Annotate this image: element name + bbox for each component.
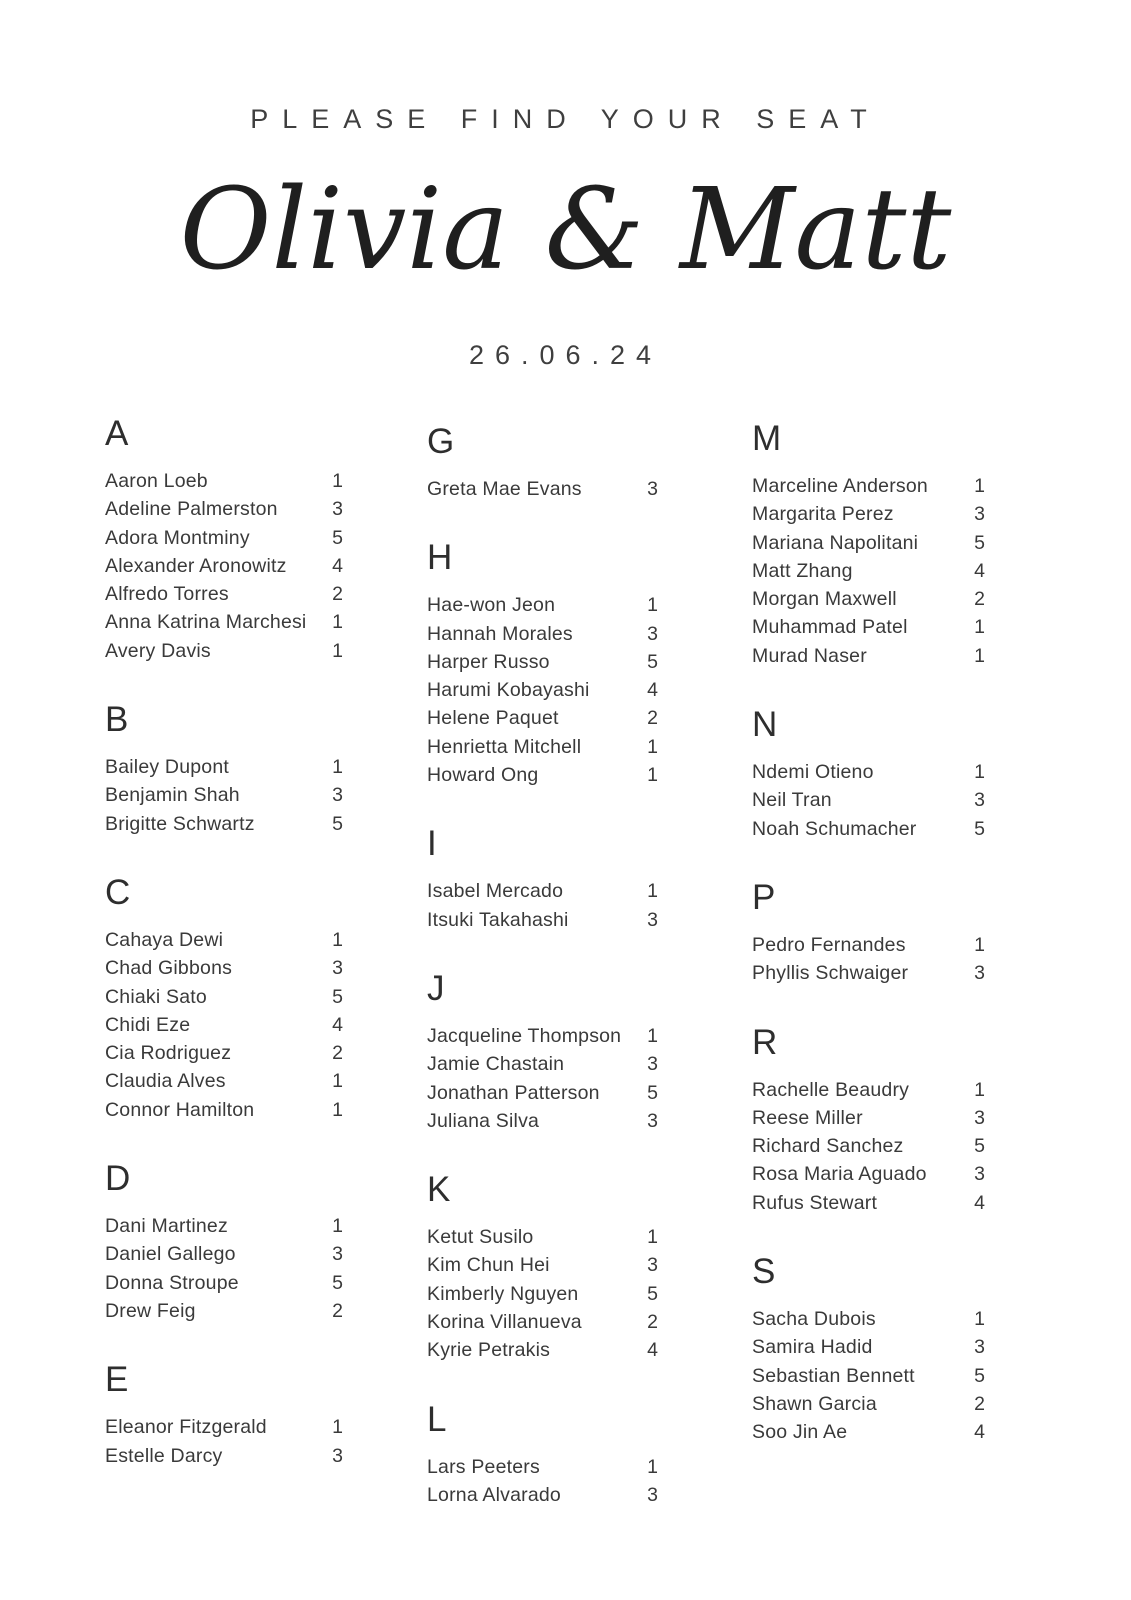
guest-row [105, 1442, 343, 1470]
guest-name: Greta Mae Evans [427, 478, 582, 500]
guest-row [752, 1390, 985, 1418]
section-letter: G [427, 422, 455, 461]
guest-name: Hannah Morales [427, 622, 573, 645]
section-letter: A [105, 414, 129, 453]
table-number: 5 [647, 1081, 658, 1104]
column-1 [427, 422, 658, 1544]
table-number: 1 [974, 644, 985, 667]
table-number: 2 [647, 1311, 658, 1334]
guest-name: Neil Tran [752, 789, 832, 812]
guest-row [105, 810, 343, 838]
guest-name: Benjamin Shah [105, 784, 240, 807]
table-number: 5 [647, 650, 658, 673]
guest-name: Rosa Maria Aguado [752, 1163, 927, 1186]
guest-row [752, 557, 985, 585]
section-letter: L [427, 1399, 447, 1439]
guest-row [105, 1067, 343, 1095]
guest-name: Helene Paquet [427, 707, 559, 730]
guest-name: Eleanor Fitzgerald [105, 1416, 267, 1439]
table-number: 1 [332, 928, 343, 951]
table-number: 1 [974, 1308, 985, 1331]
table-number: 2 [332, 1299, 343, 1322]
guest-name: Anna Katrina Marchesi [105, 611, 307, 634]
guest-name: Alexander Aronowitz [105, 554, 287, 577]
guest-row [105, 926, 343, 954]
table-number: 3 [332, 498, 343, 521]
table-number: 1 [332, 1416, 343, 1439]
guest-name: Jamie Chastain [427, 1053, 565, 1076]
section-i [427, 824, 658, 934]
guest-row [427, 1107, 658, 1135]
table-number: 5 [332, 1271, 343, 1294]
guest-row [427, 620, 658, 648]
section-m [752, 419, 985, 670]
table-number: 1 [974, 761, 985, 784]
table-number: 2 [974, 588, 985, 611]
table-number: 1 [332, 470, 343, 492]
guest-row [105, 1011, 343, 1039]
table-number: 4 [647, 1339, 658, 1362]
table-number: 3 [647, 908, 658, 931]
table-number: 3 [974, 1336, 985, 1359]
guest-row [752, 1189, 985, 1217]
guest-row [752, 758, 985, 786]
guest-name: Jacqueline Thompson [427, 1024, 622, 1047]
guest-row [105, 1413, 343, 1441]
wedding-date: 26.06.24 [468, 340, 663, 370]
table-number: 2 [974, 1392, 985, 1415]
guest-name: Donna Stroupe [105, 1271, 239, 1294]
guest-row [752, 1132, 985, 1160]
table-number: 1 [647, 880, 658, 903]
guest-row [752, 642, 985, 670]
table-number: 3 [647, 1053, 658, 1076]
guest-row [427, 1280, 658, 1308]
table-number: 4 [974, 559, 985, 582]
guest-name: Itsuki Takahashi [427, 908, 569, 931]
section-a [105, 414, 343, 665]
guest-row [752, 959, 985, 987]
section-d [105, 1159, 343, 1325]
table-number: 4 [647, 679, 658, 702]
table-number: 1 [647, 594, 658, 617]
guest-row [427, 1223, 658, 1251]
table-number: 1 [647, 764, 658, 787]
guest-row [427, 1453, 658, 1481]
guest-name: Richard Sanchez [752, 1135, 904, 1158]
section-g [427, 422, 658, 503]
section-k [427, 1170, 658, 1364]
table-number: 3 [332, 1444, 343, 1467]
guest-name: Rachelle Beaudry [752, 1078, 910, 1101]
guest-name: Noah Schumacher [752, 817, 917, 840]
guest-name: Juliana Silva [427, 1109, 540, 1132]
section-letter: J [427, 968, 445, 1008]
table-number: 4 [974, 1421, 985, 1444]
table-number: 5 [332, 985, 343, 1008]
guest-name: Ndemi Otieno [752, 761, 874, 784]
table-number: 1 [332, 1070, 343, 1093]
guest-name: Dani Martinez [105, 1215, 228, 1238]
table-number: 1 [647, 735, 658, 758]
guest-name: Samira Hadid [752, 1336, 873, 1359]
table-number: 3 [647, 478, 658, 500]
table-number: 1 [332, 611, 343, 634]
guest-row [105, 524, 343, 552]
guest-row [427, 1251, 658, 1279]
guest-row [105, 753, 343, 781]
guest-row [105, 637, 343, 665]
table-number: 1 [974, 1078, 985, 1101]
guest-row [105, 467, 343, 495]
guest-name: Chidi Eze [105, 1013, 191, 1036]
section-letter: E [105, 1360, 129, 1400]
guest-name: Lars Peeters [427, 1455, 540, 1478]
table-number: 1 [974, 933, 985, 956]
section-h [427, 538, 658, 789]
guest-name: Alfredo Torres [105, 583, 229, 606]
guest-name: Phyllis Schwaiger [752, 962, 909, 985]
guest-name: Sebastian Bennett [752, 1364, 915, 1387]
guest-name: Howard Ong [427, 764, 539, 787]
table-number: 2 [332, 1042, 343, 1065]
guest-row [427, 704, 658, 732]
guest-row [427, 475, 658, 503]
table-number: 3 [974, 1163, 985, 1186]
guest-row [427, 676, 658, 704]
table-number: 1 [332, 1098, 343, 1121]
guest-name: Hae-won Jeon [427, 594, 556, 617]
table-number: 1 [974, 475, 985, 497]
guest-name: Lorna Alvarado [427, 1483, 561, 1506]
guest-name: Kyrie Petrakis [427, 1339, 551, 1362]
guest-row [752, 529, 985, 557]
guest-name: Connor Hamilton [105, 1098, 255, 1121]
guest-row [427, 1481, 658, 1509]
section-letter: P [752, 877, 776, 917]
guest-name: Chiaki Sato [105, 985, 207, 1008]
section-r [752, 1023, 985, 1217]
guest-row [752, 815, 985, 843]
guest-name: Reese Miller [752, 1106, 863, 1129]
section-letter: M [752, 419, 782, 458]
section-letter: N [752, 705, 778, 745]
guest-name: Cahaya Dewi [105, 928, 224, 951]
table-number: 3 [974, 1106, 985, 1129]
table-number: 5 [974, 1135, 985, 1158]
guest-row [752, 1076, 985, 1104]
guest-row [752, 1305, 985, 1333]
guest-row [752, 1418, 985, 1446]
guest-row [427, 733, 658, 761]
guest-name: Drew Feig [105, 1299, 196, 1322]
section-letter: S [752, 1252, 776, 1292]
section-l [427, 1400, 658, 1510]
guest-row [105, 1269, 343, 1297]
guest-row [752, 1333, 985, 1361]
guest-row [752, 500, 985, 528]
table-number: 3 [332, 784, 343, 807]
guest-name: Kim Chun Hei [427, 1254, 550, 1277]
table-number: 5 [974, 1364, 985, 1387]
table-number: 1 [974, 616, 985, 639]
table-number: 1 [332, 756, 343, 779]
guest-row [752, 931, 985, 959]
guest-name: Avery Davis [105, 639, 211, 662]
guest-row [752, 585, 985, 613]
guest-name: Isabel Mercado [427, 880, 564, 903]
guest-name: Daniel Gallego [105, 1243, 236, 1266]
guest-row [752, 1362, 985, 1390]
table-number: 2 [332, 583, 343, 606]
guest-name: Brigitte Schwartz [105, 812, 255, 835]
table-number: 3 [332, 957, 343, 980]
guest-row [105, 580, 343, 608]
guest-row [752, 1160, 985, 1188]
table-number: 3 [647, 1483, 658, 1506]
guest-name: Rufus Stewart [752, 1191, 878, 1214]
table-number: 1 [647, 1024, 658, 1047]
guest-row [752, 472, 985, 500]
section-letter: B [105, 700, 129, 740]
guest-row [105, 608, 343, 636]
guest-row [105, 1096, 343, 1124]
table-number: 3 [332, 1243, 343, 1266]
guest-row [427, 1336, 658, 1364]
guest-name: Marceline Anderson [752, 475, 928, 497]
guest-name: Margarita Perez [752, 503, 894, 526]
section-c [105, 873, 343, 1124]
table-number: 2 [647, 707, 658, 730]
guest-name: Harper Russo [427, 650, 550, 673]
guest-row [752, 786, 985, 814]
guest-row [105, 1039, 343, 1067]
table-number: 5 [974, 817, 985, 840]
table-number: 1 [647, 1226, 658, 1249]
table-number: 1 [647, 1455, 658, 1478]
section-j [427, 969, 658, 1135]
table-number: 3 [974, 962, 985, 985]
section-letter: K [427, 1170, 451, 1210]
guest-name: Morgan Maxwell [752, 588, 897, 611]
table-number: 5 [974, 531, 985, 554]
guest-row [105, 1297, 343, 1325]
guest-name: Henrietta Mitchell [427, 735, 582, 758]
guest-row [105, 954, 343, 982]
table-number: 3 [647, 622, 658, 645]
guest-name: Murad Naser [752, 644, 867, 667]
guest-name: Adeline Palmerston [105, 498, 278, 521]
table-number: 5 [647, 1282, 658, 1305]
section-e [105, 1360, 343, 1470]
guest-name: Matt Zhang [752, 559, 853, 582]
section-letter: I [427, 824, 437, 864]
table-number: 4 [332, 554, 343, 577]
section-n [752, 705, 985, 843]
section-letter: D [105, 1159, 131, 1199]
guest-name: Adora Montminy [105, 526, 250, 549]
couple-names: Olivia & Matt [179, 165, 952, 295]
guest-name: Bailey Dupont [105, 756, 230, 779]
column-2 [752, 419, 985, 1482]
section-p [752, 878, 985, 988]
guest-row [105, 1240, 343, 1268]
section-b [105, 700, 343, 838]
guest-row [427, 1050, 658, 1078]
guest-row [105, 781, 343, 809]
guest-row [752, 1104, 985, 1132]
guest-name: Harumi Kobayashi [427, 679, 590, 702]
guest-name: Soo Jin Ae [752, 1421, 848, 1444]
table-number: 4 [974, 1191, 985, 1214]
guest-name: Shawn Garcia [752, 1392, 877, 1415]
guest-name: Mariana Napolitani [752, 531, 919, 554]
guest-row [427, 1079, 658, 1107]
guest-row [427, 1308, 658, 1336]
section-letter: C [105, 872, 131, 912]
tagline: PLEASE FIND YOUR SEAT [250, 104, 881, 134]
guest-name: Pedro Fernandes [752, 933, 906, 956]
guest-row [105, 552, 343, 580]
section-letter: H [427, 538, 453, 578]
table-number: 1 [332, 1215, 343, 1238]
guest-name: Kimberly Nguyen [427, 1282, 579, 1305]
guest-name: Aaron Loeb [105, 470, 208, 492]
guest-row [752, 613, 985, 641]
guest-name: Jonathan Patterson [427, 1081, 600, 1104]
seating-columns [0, 414, 1131, 1600]
table-number: 3 [974, 789, 985, 812]
table-number: 3 [974, 503, 985, 526]
guest-name: Chad Gibbons [105, 957, 233, 980]
table-number: 3 [647, 1109, 658, 1132]
guest-name: Claudia Alves [105, 1070, 226, 1093]
guest-row [427, 877, 658, 905]
column-0 [105, 414, 343, 1505]
table-number: 3 [647, 1254, 658, 1277]
guest-row [427, 591, 658, 619]
guest-row [427, 906, 658, 934]
table-number: 5 [332, 526, 343, 549]
guest-name: Ketut Susilo [427, 1226, 534, 1249]
guest-row [427, 648, 658, 676]
guest-row [427, 1022, 658, 1050]
guest-name: Korina Villanueva [427, 1311, 582, 1334]
section-s [752, 1252, 985, 1446]
guest-row [427, 761, 658, 789]
table-number: 5 [332, 812, 343, 835]
table-number: 1 [332, 639, 343, 662]
guest-name: Estelle Darcy [105, 1444, 223, 1467]
guest-row [105, 983, 343, 1011]
guest-name: Muhammad Patel [752, 616, 908, 639]
section-letter: R [752, 1022, 778, 1062]
guest-row [105, 1212, 343, 1240]
table-number: 4 [332, 1013, 343, 1036]
guest-name: Sacha Dubois [752, 1308, 876, 1331]
guest-name: Cia Rodriguez [105, 1042, 232, 1065]
guest-row [105, 495, 343, 523]
